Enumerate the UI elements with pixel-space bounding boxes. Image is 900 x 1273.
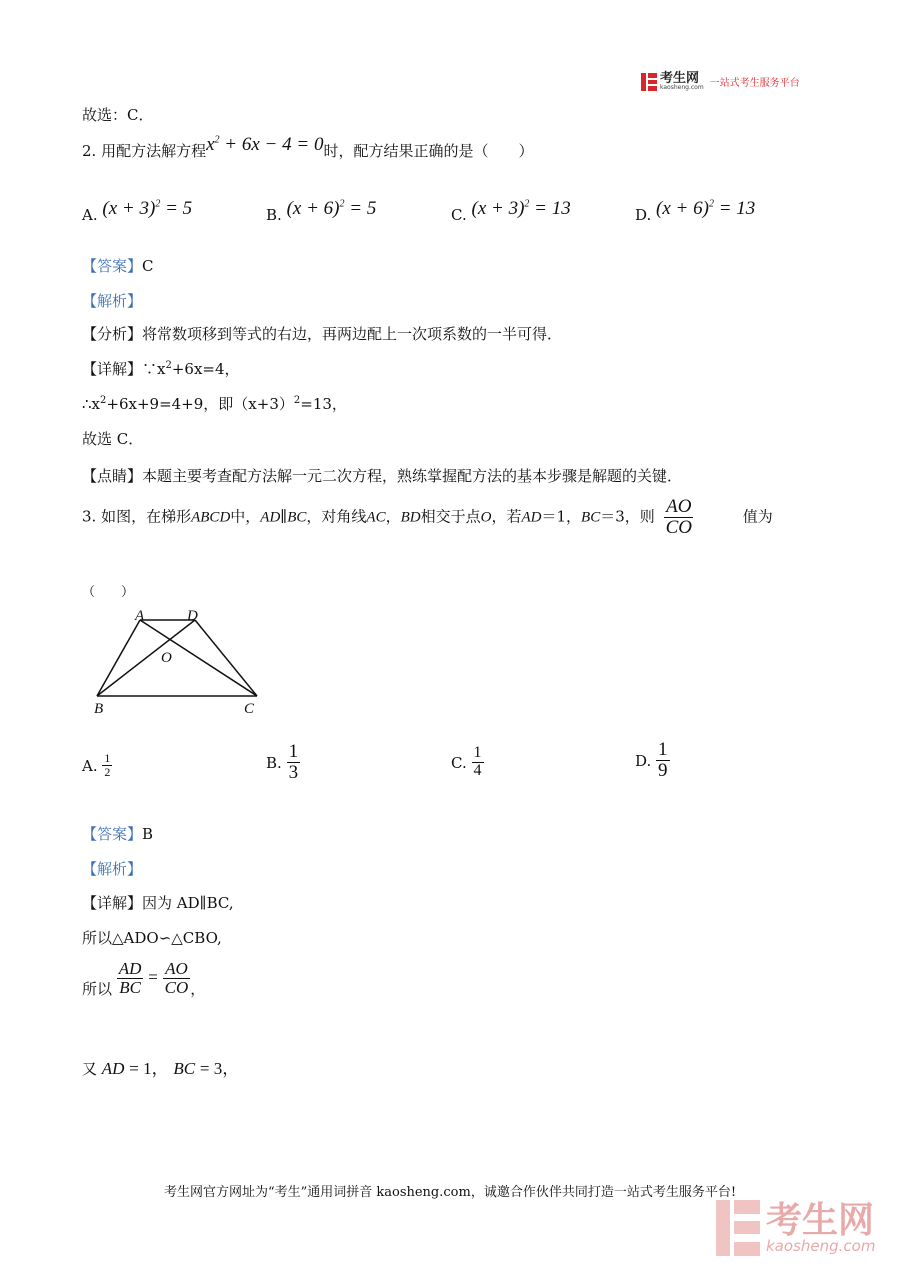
option-expr: $(x + 3)^2 = 13$	[471, 198, 571, 219]
q2-option-d	[635, 198, 756, 224]
brand-slogan	[710, 74, 800, 89]
answer-tag: 【答案】	[82, 257, 143, 275]
diagonal-bd	[97, 620, 195, 696]
q3-stem: 3. 如图，在梯形ABCD中，AD∥BC，对角线AC，BD相交于点O，若AD＝1，BC＝3，则 $\frac{AO}{CO}$ 值为	[82, 496, 773, 538]
q2-conclusion: 故选 C．	[82, 430, 144, 448]
label-b: B	[94, 701, 104, 717]
q2-detail-1: 【详解】$\because x^2+6x=4$，	[82, 360, 240, 378]
q2-fenxi	[82, 323, 562, 344]
q3-detail-1: 【详解】因为 AD∥BC,	[82, 894, 234, 912]
diagonal-ac	[140, 620, 257, 696]
option-label: A.	[82, 206, 98, 224]
label-d: D	[187, 608, 198, 624]
q2-option-b	[266, 198, 377, 224]
option-fraction: $\frac{1}{9}$	[658, 739, 668, 781]
q3-detail-4: 又 AD = 1， BC = 3，	[82, 1059, 240, 1078]
ratio-ad-bc: $\frac{AD}{BC}$	[118, 959, 142, 997]
watermark-domain: kaosheng.com	[766, 1236, 876, 1255]
fenxi-text: 将常数项移到等式的右边，再两边配上一次项系数的一半可得．	[142, 325, 563, 343]
trapezoid-figure	[90, 608, 265, 718]
q2-answer	[82, 255, 154, 276]
option-label: D.	[635, 206, 652, 224]
header-logo	[641, 72, 800, 91]
q2-comment	[82, 465, 682, 486]
q2-option-a	[82, 198, 193, 224]
option-label: B.	[266, 206, 282, 224]
option-label: A.	[82, 757, 98, 776]
side-dc	[195, 620, 257, 696]
q2-equation	[206, 134, 323, 155]
option-label: B.	[266, 754, 282, 773]
q2-eq-rest: + 6x − 4 = 0	[224, 134, 324, 155]
option-expr: $(x + 6)^2 = 13$	[656, 198, 756, 219]
option-expr: $(x + 3)^2 = 5$	[102, 198, 193, 219]
option-label: C.	[451, 206, 467, 224]
footer-text: 考生网官方网址为“考生”通用词拼音 kaosheng.com，诚邀合作伙伴共同打造一站式考生服务平台!	[163, 1185, 737, 1200]
q3-ratio-fraction: $\frac{AO}{CO}$	[665, 496, 692, 538]
q2-stem	[82, 134, 534, 170]
label-a: A	[135, 608, 145, 624]
q3-number: 3.	[82, 507, 97, 526]
brand-name: 考生网	[660, 71, 700, 86]
q3-answer	[82, 823, 153, 844]
option-fraction: $\frac{1}{3}$	[288, 741, 299, 783]
answer-value: C	[142, 257, 154, 275]
q3-option-b	[266, 742, 300, 783]
label-o: O	[161, 650, 172, 666]
q1-conclusion: 故选：C．	[82, 106, 154, 124]
watermark	[716, 1200, 875, 1256]
option-fraction: $\frac{1}{4}$	[473, 744, 482, 779]
label-c: C	[244, 701, 255, 717]
watermark-logo-icon	[716, 1200, 760, 1256]
watermark-name: 考生网	[766, 1199, 875, 1241]
q3-paren: （ ）	[82, 585, 135, 600]
q2-eq-sup: 2	[214, 134, 220, 146]
q2-detail-2: $\therefore x^2+6x+9=4+9$，即$(x+3)^2=13$，	[82, 395, 347, 413]
q3-option-c	[451, 745, 484, 780]
answer-value: B	[142, 825, 154, 843]
q2-stem-before: 用配方法解方程	[101, 142, 207, 160]
fenxi-tag: 【分析】	[82, 325, 143, 343]
brand-slogan-text: 一站式考生服务平台	[709, 78, 800, 89]
q2-analysis-tag: 【解析】	[82, 292, 143, 310]
side-ab	[97, 620, 140, 696]
q3-analysis-tag: 【解析】	[82, 860, 143, 878]
option-fraction: $\frac{1}{2}$	[104, 751, 111, 779]
comment-text: 本题主要考查配方法解一元二次方程，熟练掌握配方法的基本步骤是解题的关键．	[142, 467, 683, 485]
option-label: C.	[451, 754, 467, 773]
brand-domain: kaosheng.com	[660, 84, 704, 91]
option-label: D.	[635, 752, 652, 771]
q2-number: 2.	[82, 142, 97, 160]
comment-tag: 【点睛】	[82, 467, 143, 485]
detail-tag: 【详解】	[82, 360, 143, 378]
q2-stem-after: 时，配方结果正确的是（ ）	[323, 142, 534, 160]
ratio-ao-co: $\frac{AO}{CO}$	[164, 959, 189, 997]
q3-detail-3: 所以 $\frac{AD}{BC}$ = $\frac{AO}{CO}$ ，	[82, 959, 206, 999]
q3-option-a	[82, 752, 112, 778]
q2-option-c	[451, 198, 571, 224]
q3-detail-2: 所以△ADO∽△CBO,	[82, 929, 222, 947]
q2-eq-x: x	[206, 134, 215, 155]
brand-logo-icon	[641, 73, 657, 91]
option-expr: $(x + 6)^2 = 5$	[286, 198, 377, 219]
detail-tag: 【详解】	[82, 894, 143, 912]
q3-option-d	[635, 740, 670, 781]
answer-tag: 【答案】	[82, 825, 143, 843]
